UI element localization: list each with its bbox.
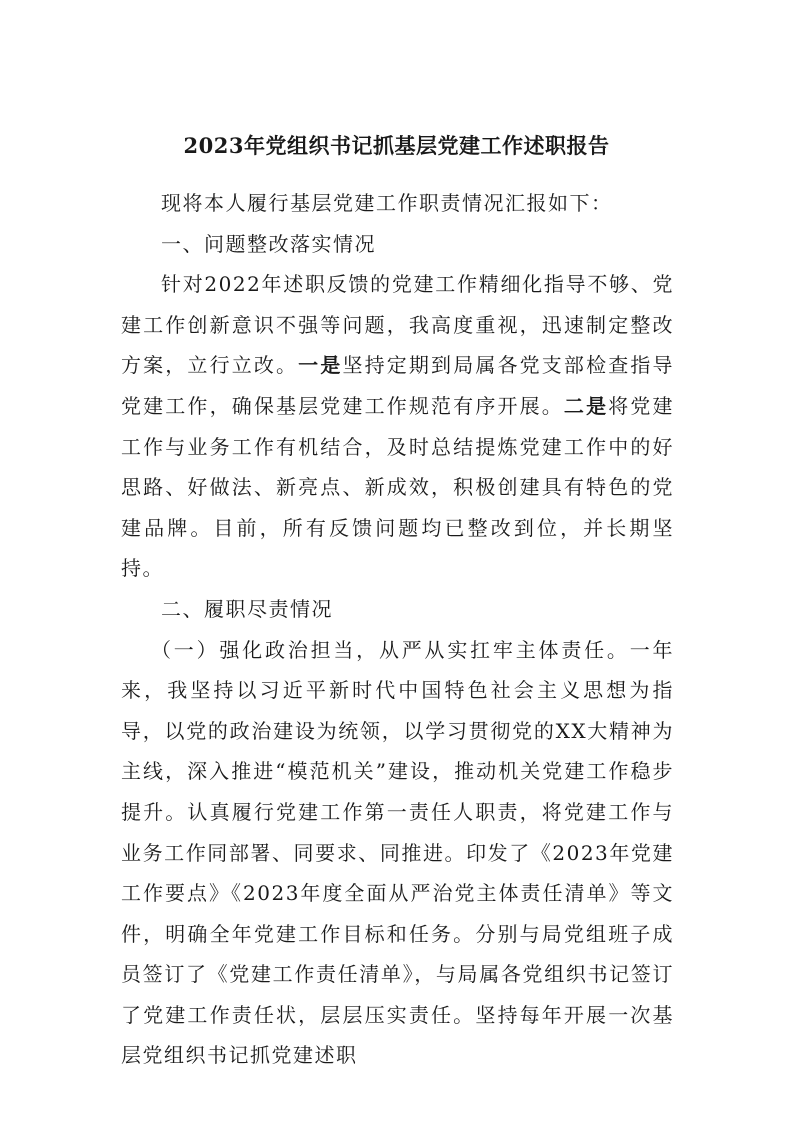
document-title: 2023年党组织书记抓基层党建工作述职报告 xyxy=(183,133,610,158)
keyword-first: 一是 xyxy=(298,353,343,378)
section-1-paragraph xyxy=(121,264,674,589)
section-2-paragraph: （一）强化政治担当，从严从实扛牢主体责任。一年来，我坚持以习近平新时代中国特色社会主义思想为指导，以党的政治建设为统领，以学习贯彻党的XX大精神为主线，深入推进“模范机关”建设，推动机关党建工作稳步提升。认真履行党建工作第一责任人职责，将党建工作与业务工作同部署、同要求、同推进。印发了《2023年党建工作要点》《2023年度全面从严治党主体责任清单》等文件，明确全年党建工作目标和任务。分别与局党组班子成员签订了《党建工作责任清单》，与局属各党组织书记签订了党建工作责任状，层层压实责任。坚持每年开展一次基层党组织书记抓党建述职 xyxy=(121,637,674,1068)
section-1-text-part1: 针对2022年述职反馈的党建工作精细化指导不够、党建工作创新意识不强等问题，我高度重视，迅速制定整改方案，立行立改。 xyxy=(121,272,674,378)
section-1-text-part2: 坚持定期到局属各党支部检查指导党建工作，确保基层党建工作规范有序开展。 xyxy=(121,353,675,418)
section-heading-2: 二、履职尽责情况 xyxy=(161,596,333,621)
keyword-second: 二是 xyxy=(563,393,609,418)
section-heading-1: 一、问题整改落实情况 xyxy=(161,231,376,256)
intro-paragraph: 现将本人履行基层党建工作职责情况汇报如下： xyxy=(161,191,613,215)
section-1-text-part3: 将党建工作与业务工作有机结合，及时总结提炼党建工作中的好思路、好做法、新亮点、新成效，积极创建具有特色的党建品牌。目前，所有反馈问题均已整改到位，并长期坚持。 xyxy=(121,393,675,581)
document-body xyxy=(121,183,674,1076)
